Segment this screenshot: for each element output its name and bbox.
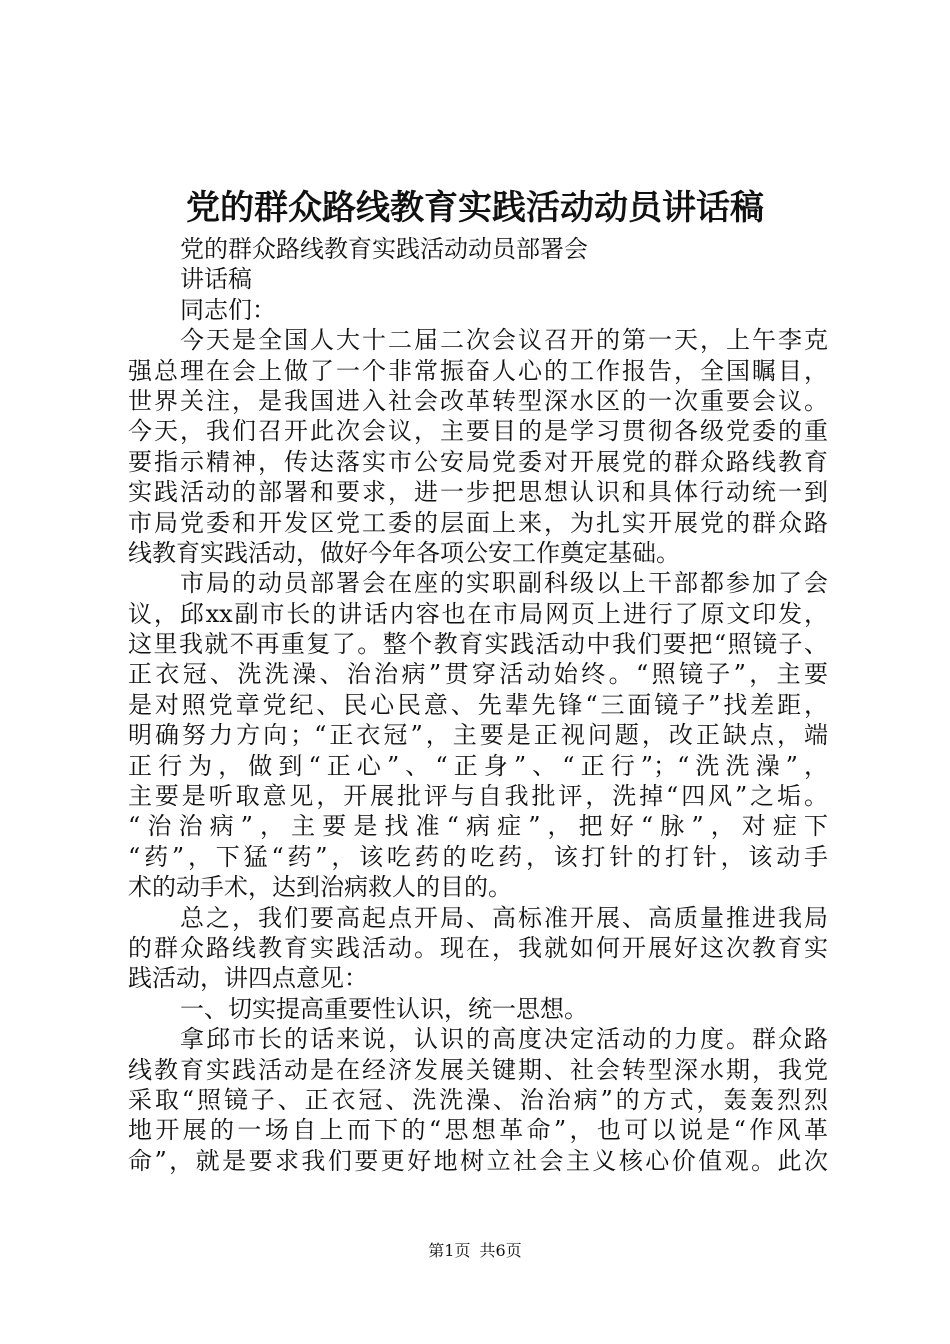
text-line: 总之，我们要高起点开局、高标准开展、高质量推进我局: [180, 903, 828, 932]
text-line: 是对照党章党纪、民心民意、先辈先锋“三面镜子”找差距，: [128, 690, 828, 719]
page-number: 第1页: [428, 1241, 471, 1260]
text-line: 要指示精神，传达落实市公安局党委对开展党的群众路线教育: [128, 447, 828, 476]
text-line: 术的动手术，达到治病救人的目的。: [128, 873, 512, 902]
text-line: 地开展的一场自上而下的“思想革命”，也可以说是“作风革: [128, 1116, 828, 1145]
text-line: 议，邱xx副市长的讲话内容也在市局网页上进行了原文印发，: [128, 599, 828, 628]
text-line: 市局党委和开发区党工委的层面上来，为扎实开展党的群众路: [128, 508, 828, 537]
document-title: 党的群众路线教育实践活动动员讲话稿: [186, 188, 764, 228]
text-line: 的群众路线教育实践活动。现在，我就如何开展好这次教育实: [128, 933, 828, 962]
text-line: 正行为，做到“正心”、“正身”、“正行”；“洗洗澡”，: [128, 751, 828, 780]
text-line: 一、切实提高重要性认识，统一思想。: [180, 994, 588, 1023]
page-footer: [0, 1240, 950, 1262]
text-line: 主要是听取意见，开展批评与自我批评，洗掉“四风”之垢。: [128, 782, 828, 811]
text-line: 强总理在会上做了一个非常振奋人心的工作报告，全国瞩目，: [128, 356, 828, 385]
text-line: 市局的动员部署会在座的实职副科级以上干部都参加了会: [180, 569, 828, 598]
text-line: 明确努力方向；“正衣冠”，主要是正视问题，改正缺点，端: [128, 721, 828, 750]
text-line: 拿邱市长的话来说，认识的高度决定活动的力度。群众路: [180, 1025, 828, 1054]
text-line: “治治病”，主要是找准“病症”，把好“脉”，对症下: [128, 812, 828, 841]
text-line: 今天是全国人大十二届二次会议召开的第一天，上午李克: [180, 326, 828, 355]
text-line: 采取“照镜子、正衣冠、洗洗澡、治治病”的方式，轰轰烈烈: [128, 1085, 828, 1114]
document-body: [128, 234, 828, 1176]
text-line: 这里我就不再重复了。整个教育实践活动中我们要把“照镜子、: [128, 630, 828, 659]
text-line: 命”，就是要求我们要更好地树立社会主义核心价值观。此次: [128, 1146, 828, 1175]
text-line: 实践活动的部署和要求，进一步把思想认识和具体行动统一到: [128, 478, 828, 507]
text-line: 线教育实践活动是在经济发展关键期、社会转型深水期，我党: [128, 1055, 828, 1084]
page-total: 共6页: [479, 1241, 522, 1260]
text-line: 正衣冠、洗洗澡、治治病”贯穿活动始终。“照镜子”，主要: [128, 660, 828, 689]
text-line: 党的群众路线教育实践活动动员部署会: [180, 235, 588, 263]
text-line: “药”，下猛“药”，该吃药的吃药，该打针的打针，该动手: [128, 842, 828, 871]
text-line: 践活动，讲四点意见：: [128, 964, 368, 993]
text-line: 世界关注，是我国进入社会改革转型深水区的一次重要会议。: [128, 386, 828, 415]
text-line: 线教育实践活动，做好今年各项公安工作奠定基础。: [128, 538, 680, 567]
text-line: 同志们：: [180, 295, 276, 324]
text-line: 今天，我们召开此次会议，主要目的是学习贯彻各级党委的重: [128, 417, 828, 446]
text-line: 讲话稿: [180, 265, 252, 294]
